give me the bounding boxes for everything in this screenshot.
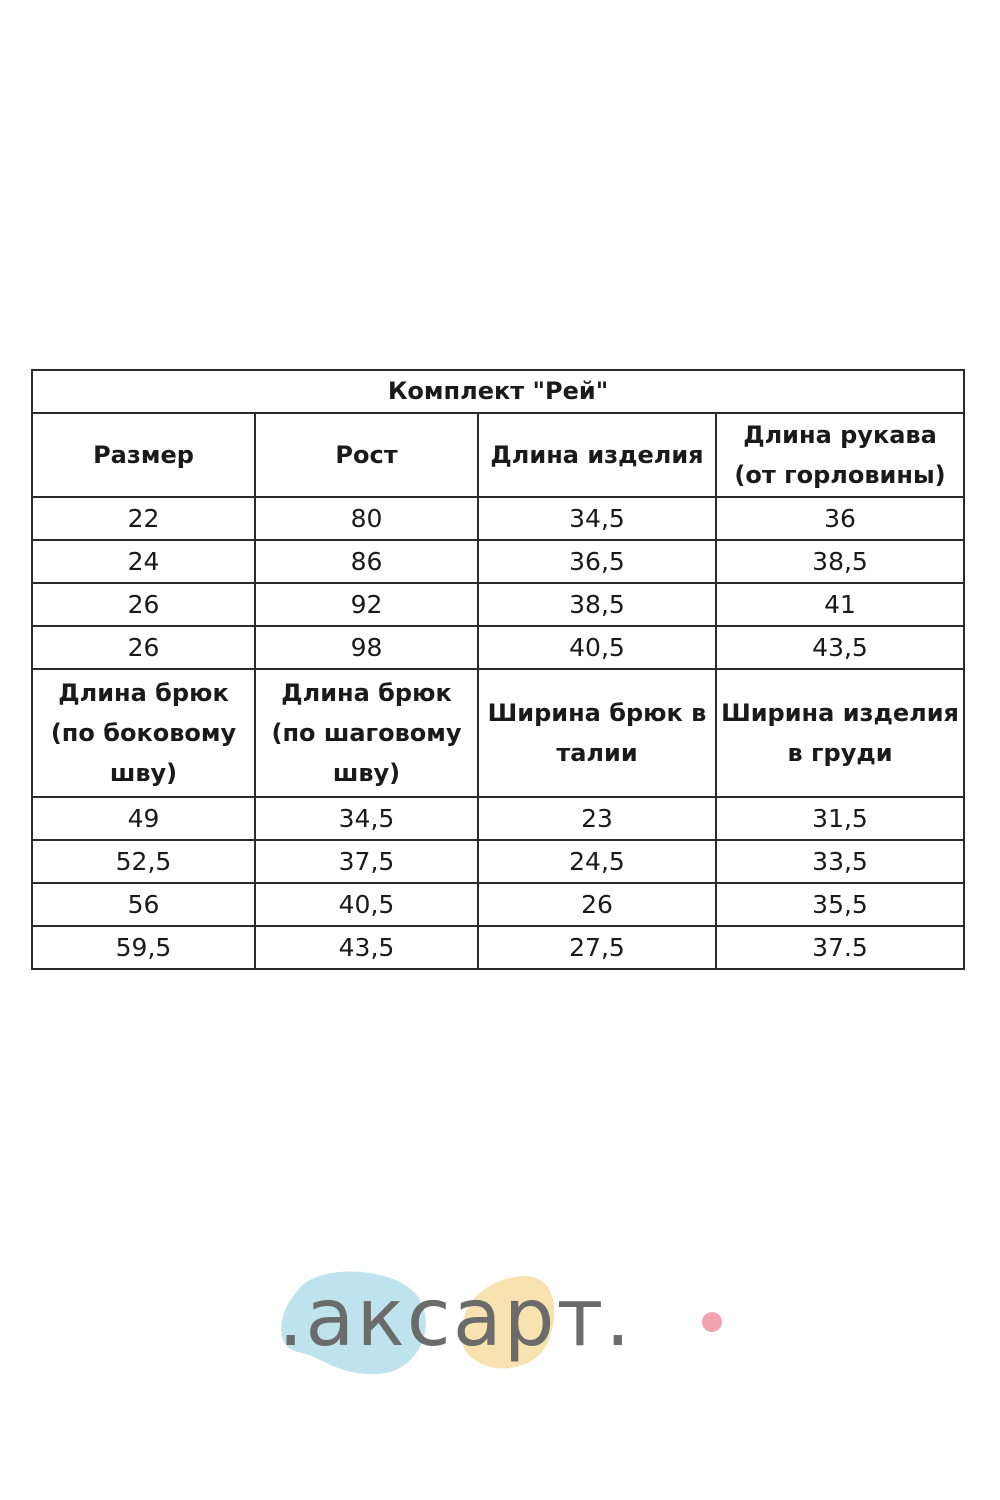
table-cell: 41 <box>716 583 964 626</box>
table-row <box>32 497 964 540</box>
table-row <box>32 583 964 626</box>
table-cell: 27,5 <box>478 926 716 969</box>
table-cell: 24,5 <box>478 840 716 883</box>
table-cell: 35,5 <box>716 883 964 926</box>
size-chart-table <box>31 369 965 970</box>
header-cell: Длина рукава (от горловины) <box>716 413 964 497</box>
table-cell: 24 <box>32 540 255 583</box>
logo-text: .акcapт. <box>278 1271 633 1364</box>
table-cell: 40,5 <box>255 883 478 926</box>
table-cell: 98 <box>255 626 478 669</box>
table-cell: 26 <box>32 626 255 669</box>
header-row-2 <box>32 669 964 797</box>
table-row <box>32 797 964 840</box>
header-cell: Рост <box>255 413 478 497</box>
table-cell: 43,5 <box>255 926 478 969</box>
table-cell: 26 <box>32 583 255 626</box>
table-cell: 56 <box>32 883 255 926</box>
table-row <box>32 926 964 969</box>
brand-logo <box>268 1262 738 1382</box>
table-cell: 37,5 <box>255 840 478 883</box>
brand-logo-graphic <box>268 1262 738 1382</box>
table-row <box>32 840 964 883</box>
table-cell: 40,5 <box>478 626 716 669</box>
table-cell: 34,5 <box>255 797 478 840</box>
table-title-row <box>32 370 964 413</box>
table-cell: 38,5 <box>478 583 716 626</box>
table-cell: 33,5 <box>716 840 964 883</box>
table-cell: 31,5 <box>716 797 964 840</box>
table-cell: 59,5 <box>32 926 255 969</box>
table-cell: 22 <box>32 497 255 540</box>
table-cell: 80 <box>255 497 478 540</box>
logo-pink-dot <box>702 1312 722 1332</box>
table-cell: 36,5 <box>478 540 716 583</box>
table-cell: 37.5 <box>716 926 964 969</box>
header-cell: Ширина брюк в талии <box>478 669 716 797</box>
table-cell: 49 <box>32 797 255 840</box>
table-row <box>32 626 964 669</box>
table-cell: 52,5 <box>32 840 255 883</box>
table-row <box>32 883 964 926</box>
table-cell: 86 <box>255 540 478 583</box>
header-cell: Ширина изделия в груди <box>716 669 964 797</box>
table-cell: 43,5 <box>716 626 964 669</box>
table-cell: 36 <box>716 497 964 540</box>
table-cell: 92 <box>255 583 478 626</box>
table-cell: 34,5 <box>478 497 716 540</box>
header-cell: Длина изделия <box>478 413 716 497</box>
header-cell: Размер <box>32 413 255 497</box>
table-row <box>32 540 964 583</box>
table-cell: 38,5 <box>716 540 964 583</box>
header-cell: Длина брюк (по боковому шву) <box>32 669 255 797</box>
header-cell: Длина брюк (по шаговому шву) <box>255 669 478 797</box>
table-title: Комплект "Рей" <box>32 370 964 413</box>
table-cell: 23 <box>478 797 716 840</box>
header-row-1 <box>32 413 964 497</box>
table-cell: 26 <box>478 883 716 926</box>
